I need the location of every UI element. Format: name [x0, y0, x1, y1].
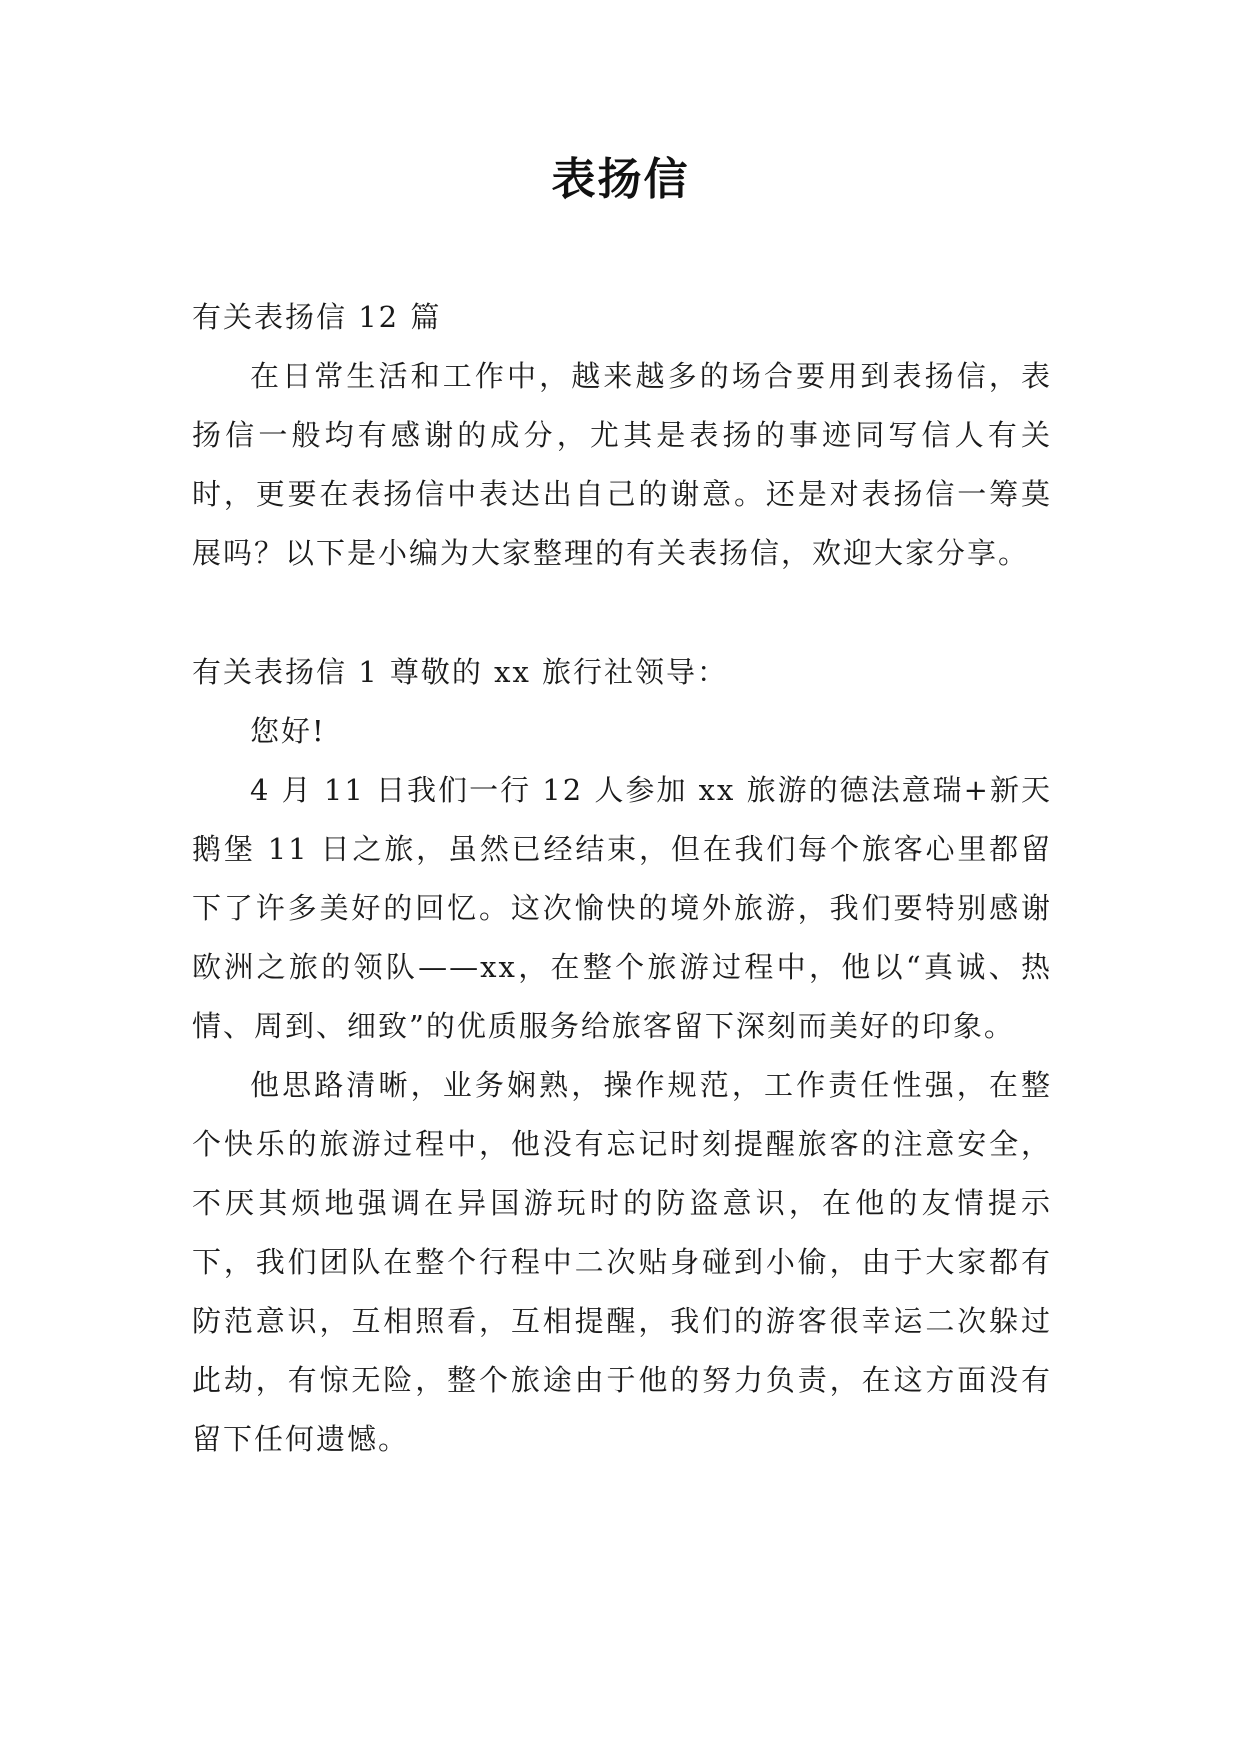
intro-paragraph: 在日常生活和工作中，越来越多的场合要用到表扬信，表扬信一般均有感谢的成分，尤其是表扬的事迹同写信人有关时，更要在表扬信中表达出自己的谢意。还是对表扬信一筹莫展吗？以下是小编为大家整理的有关表扬信，欢迎大家分享。	[192, 359, 1052, 570]
section-gap	[192, 583, 1052, 643]
letter-greeting: 您好!	[250, 714, 326, 748]
document-body	[192, 288, 1052, 1469]
document-title: 表扬信	[551, 154, 690, 205]
letter-heading: 有关表扬信 1 尊敬的 xx 旅行社领导：	[192, 655, 729, 689]
letter-paragraph-1: 4 月 11 日我们一行 12 人参加 xx 旅游的德法意瑞+新天鹅堡 11 日之旅，虽然已经结束，但在我们每个旅客心里都留下了许多美好的回忆。这次愉快的境外旅游，我们要特别感谢欧洲之旅的领队——xx，在整个旅游过程中，他以“真诚、热情、周到、细致”的优质服务给旅客留下深刻而美好的印象。	[192, 773, 1052, 1043]
letter-paragraph-2: 他思路清晰，业务娴熟，操作规范，工作责任性强，在整个快乐的旅游过程中，他没有忘记时刻提醒旅客的注意安全，不厌其烦地强调在异国游玩时的防盗意识，在他的友情提示下，我们团队在整个行程中二次贴身碰到小偷，由于大家都有防范意识，互相照看，互相提醒，我们的游客很幸运二次躲过此劫，有惊无险，整个旅途由于他的努力负责，在这方面没有留下任何遗憾。	[192, 1068, 1052, 1456]
document-subtitle: 有关表扬信 12 篇	[192, 300, 442, 334]
